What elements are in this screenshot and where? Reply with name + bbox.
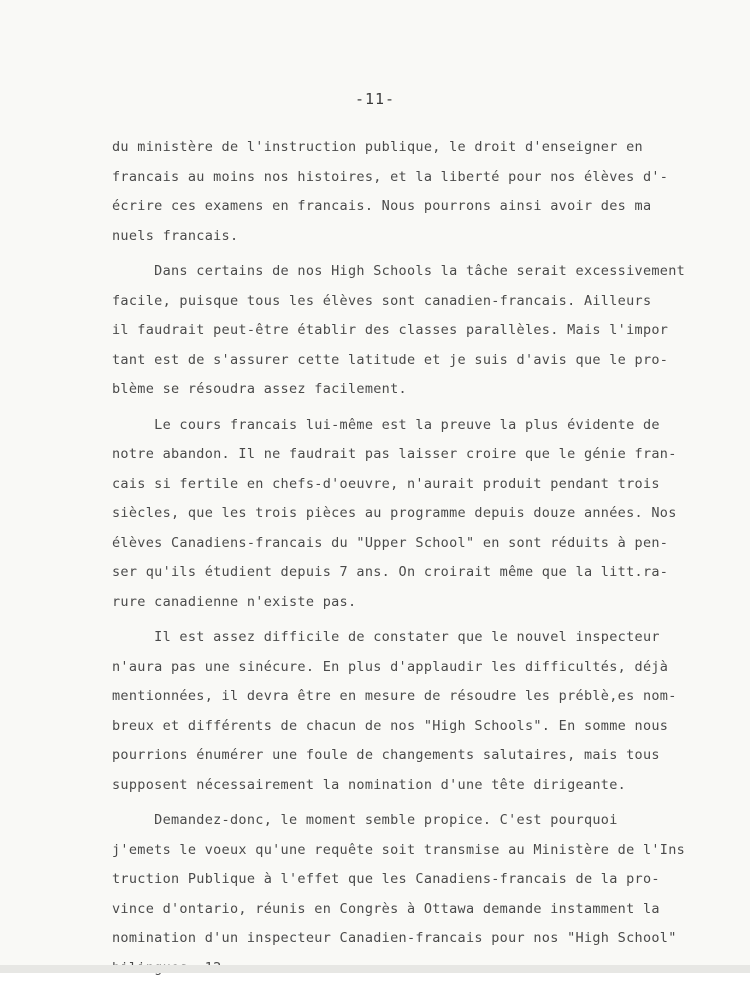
text-line: tant est de s'assurer cette latitude et je suis d'avis que le pro- bbox=[112, 351, 669, 368]
paragraph bbox=[112, 257, 712, 405]
text-line: élèves Canadiens-francais du "Upper School" en sont réduits à pen- bbox=[112, 534, 669, 551]
text-line: blème se résoudra assez facilement. bbox=[112, 381, 407, 397]
page-number: -11- bbox=[354, 90, 396, 108]
text-line: pourrions énumérer une foule de changements salutaires, mais tous bbox=[112, 747, 660, 763]
paragraph bbox=[112, 411, 712, 618]
text-line: Dans certains de nos High Schools la tâche serait excessivement bbox=[112, 263, 686, 279]
text-line: écrire ces examens en francais. Nous pourrons ainsi avoir des ma bbox=[112, 198, 652, 214]
page-edge bbox=[0, 965, 750, 973]
text-line: truction Publique à l'effet que les Canadiens-francais de la pro- bbox=[112, 871, 660, 887]
text-line: vince d'ontario, réunis en Congrès à Ottawa demande instamment la bbox=[112, 900, 660, 917]
paragraph bbox=[112, 623, 712, 800]
text-line: rure canadienne n'existe pas. bbox=[112, 593, 357, 610]
text-line: siècles, que les trois pièces au programme depuis douze années. Nos bbox=[112, 505, 677, 521]
text-line: breux et différents de chacun de nos "High Schools". En somme nous bbox=[112, 717, 669, 734]
paragraph bbox=[112, 133, 712, 251]
text-line: nomination d'un inspecteur Canadien-francais pour nos "High School" bbox=[112, 930, 677, 946]
text-line: francais au moins nos histoires, et la liberté pour nos élèves d'- bbox=[112, 168, 669, 185]
text-line: Il est assez difficile de constater que le nouvel inspecteur bbox=[112, 629, 660, 645]
text-line: n'aura pas une sinécure. En plus d'applaudir les difficultés, déjà bbox=[112, 658, 669, 675]
text-line: mentionnées, il devra être en mesure de résoudre les préblè,es nom- bbox=[112, 688, 677, 704]
text-line: nuels francais. bbox=[112, 227, 239, 244]
text-line: j'emets le voeux qu'une requête soit transmise au Ministère de l'Ins bbox=[112, 841, 686, 858]
text-line: du ministère de l'instruction publique, le droit d'enseigner en bbox=[112, 139, 643, 155]
text-line: ser qu'ils étudient depuis 7 ans. On croirait même que la litt.ra- bbox=[112, 564, 669, 580]
body-text bbox=[112, 133, 712, 989]
text-line: facile, puisque tous les élèves sont canadien-francais. Ailleurs bbox=[112, 292, 652, 309]
text-line: cais si fertile en chefs-d'oeuvre, n'aurait produit pendant trois bbox=[112, 475, 660, 492]
paragraph bbox=[112, 806, 712, 983]
text-line: notre abandon. Il ne faudrait pas laisser croire que le génie fran- bbox=[112, 446, 677, 462]
text-line: supposent nécessairement la nomination d'une tête dirigeante. bbox=[112, 776, 627, 793]
text-line: Demandez-donc, le moment semble propice. C'est pourquoi bbox=[112, 812, 618, 828]
text-line: il faudrait peut-être établir des classes parallèles. Mais l'impor bbox=[112, 322, 669, 338]
text-line: Le cours francais lui-même est la preuve la plus évidente de bbox=[112, 416, 660, 433]
